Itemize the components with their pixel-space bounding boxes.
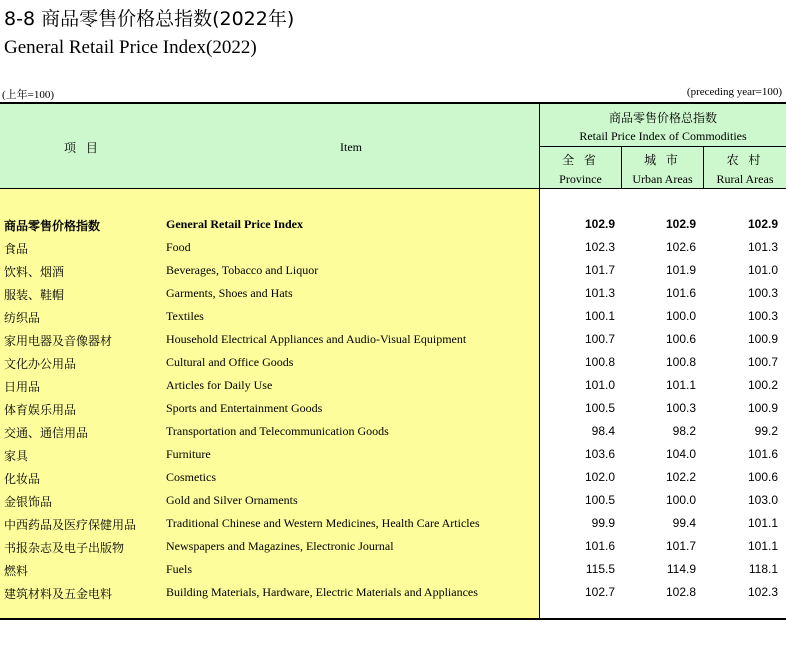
value-urban: 102.9 — [665, 217, 696, 231]
page-title-en: General Retail Price Index(2022) — [4, 37, 257, 58]
value-urban: 100.0 — [665, 493, 696, 507]
table-row — [0, 535, 786, 558]
value-rural: 100.3 — [747, 286, 778, 300]
row-label-cn: 金银饰品 — [4, 495, 53, 509]
value-province: 100.7 — [584, 332, 615, 346]
table-row — [0, 282, 786, 305]
row-label-cn: 书报杂志及电子出版物 — [4, 541, 125, 555]
value-province: 100.8 — [584, 355, 615, 369]
value-rural: 102.9 — [747, 217, 778, 231]
value-province: 100.5 — [584, 401, 615, 415]
row-label-en: Gold and Silver Ornaments — [166, 493, 298, 507]
page-title-cn: 8-8 商品零售价格总指数(2022年) — [4, 8, 295, 30]
value-urban: 101.1 — [665, 378, 696, 392]
row-label-cn: 文化办公用品 — [4, 357, 77, 371]
table-top-rule — [0, 102, 786, 104]
value-province: 102.0 — [584, 470, 615, 484]
row-label-en: Garments, Shoes and Hats — [166, 286, 293, 300]
row-label-cn: 饮料、烟酒 — [4, 265, 65, 279]
row-label-en: Furniture — [166, 447, 211, 461]
value-province: 103.6 — [584, 447, 615, 461]
value-rural: 102.3 — [747, 585, 778, 599]
value-rural: 101.0 — [747, 263, 778, 277]
row-label-cn: 中西药品及医疗保健用品 — [4, 518, 137, 532]
row-label-cn: 服装、鞋帽 — [4, 288, 65, 302]
row-label-en: Cultural and Office Goods — [166, 355, 294, 369]
row-label-en: Beverages, Tobacco and Liquor — [166, 263, 319, 277]
table-row — [0, 236, 786, 259]
header-col-province-cn: 全 省 — [562, 153, 599, 167]
table-row — [0, 305, 786, 328]
row-label-en: Building Materials, Hardware, Electric Materials and Appliances — [166, 585, 478, 599]
value-province: 102.9 — [584, 217, 615, 231]
row-label-cn: 交通、通信用品 — [4, 426, 89, 440]
header-item-en: Item — [340, 140, 362, 154]
value-province: 115.5 — [585, 562, 615, 576]
value-urban: 100.6 — [665, 332, 696, 346]
value-rural: 99.2 — [754, 424, 778, 438]
value-province: 98.4 — [591, 424, 615, 438]
header-group-en: Retail Price Index of Commodities — [579, 129, 747, 143]
unit-note-en: (preceding year=100) — [686, 86, 782, 98]
row-label-en: Cosmetics — [166, 470, 216, 484]
value-rural: 103.0 — [747, 493, 778, 507]
table-row — [0, 512, 786, 535]
header-col-urban-en: Urban Areas — [632, 172, 693, 186]
value-rural: 101.6 — [747, 447, 778, 461]
value-province: 101.6 — [584, 539, 615, 553]
row-label-cn: 纺织品 — [4, 311, 41, 325]
header-group-cn: 商品零售价格总指数 — [608, 111, 717, 125]
row-label-en: Sports and Entertainment Goods — [166, 401, 323, 415]
header-item-cn: 项 目 — [64, 141, 101, 155]
value-urban: 102.2 — [665, 470, 696, 484]
row-label-cn: 化妆品 — [4, 472, 41, 486]
table-row-total — [0, 213, 786, 236]
value-province: 100.5 — [584, 493, 615, 507]
value-province: 102.3 — [584, 240, 615, 254]
row-label-cn: 建筑材料及五金电料 — [4, 587, 113, 601]
value-rural: 100.9 — [747, 401, 778, 415]
row-label-en: Textiles — [166, 309, 204, 323]
row-label-en: Transportation and Telecommunication Goods — [166, 424, 389, 438]
value-rural: 101.1 — [747, 539, 778, 553]
table-row — [0, 420, 786, 443]
row-label-en: Food — [166, 240, 191, 254]
value-urban: 102.8 — [665, 585, 696, 599]
value-rural: 100.2 — [747, 378, 778, 392]
header-col-urban-cn: 城 市 — [644, 153, 681, 167]
value-province: 101.0 — [584, 378, 615, 392]
value-rural: 101.3 — [747, 240, 778, 254]
table-row — [0, 489, 786, 512]
value-rural: 118.1 — [748, 562, 778, 576]
header-bottom-rule — [0, 188, 786, 189]
value-urban: 101.7 — [665, 539, 696, 553]
value-urban: 100.0 — [665, 309, 696, 323]
value-urban: 98.2 — [672, 424, 696, 438]
header-col-province-en: Province — [559, 172, 602, 186]
table-row — [0, 558, 786, 581]
table-row — [0, 374, 786, 397]
row-label-cn: 商品零售价格指数 — [4, 219, 101, 233]
row-label-cn: 体育娱乐用品 — [4, 403, 77, 417]
header-group-rule — [539, 146, 786, 147]
row-label-cn: 家具 — [4, 449, 29, 463]
value-urban: 102.6 — [665, 240, 696, 254]
value-province: 102.7 — [584, 585, 615, 599]
row-label-en: Articles for Daily Use — [166, 378, 273, 392]
row-label-en: Newspapers and Magazines, Electronic Journal — [166, 539, 394, 553]
value-rural: 100.9 — [747, 332, 778, 346]
row-label-en: Fuels — [166, 562, 193, 576]
value-province: 101.3 — [584, 286, 615, 300]
value-urban: 100.8 — [665, 355, 696, 369]
row-label-cn: 日用品 — [4, 380, 41, 394]
value-urban: 100.3 — [665, 401, 696, 415]
table-row — [0, 397, 786, 420]
row-label-en: General Retail Price Index — [166, 217, 303, 231]
value-province: 100.1 — [584, 309, 615, 323]
value-urban: 114.9 — [666, 562, 696, 576]
header-col-rural-cn: 农 村 — [726, 153, 764, 167]
unit-note-cn: (上年=100) — [2, 89, 55, 101]
row-label-cn: 食品 — [4, 242, 29, 256]
header-col-rural-en: Rural Areas — [716, 172, 774, 186]
value-province: 99.9 — [591, 516, 615, 530]
value-rural: 100.6 — [747, 470, 778, 484]
value-urban: 101.9 — [665, 263, 696, 277]
value-rural: 101.1 — [747, 516, 778, 530]
value-urban: 104.0 — [665, 447, 696, 461]
table-row — [0, 581, 786, 604]
row-label-en: Traditional Chinese and Western Medicines, Health Care Articles — [166, 516, 480, 530]
value-rural: 100.7 — [747, 355, 778, 369]
row-label-cn: 家用电器及音像器材 — [4, 334, 113, 348]
value-urban: 99.4 — [672, 516, 696, 530]
value-urban: 101.6 — [665, 286, 696, 300]
table-row — [0, 259, 786, 282]
row-label-cn: 燃料 — [4, 564, 29, 578]
table-row — [0, 466, 786, 489]
value-province: 101.7 — [584, 263, 615, 277]
table-row — [0, 328, 786, 351]
row-label-en: Household Electrical Appliances and Audio-Visual Equipment — [166, 332, 467, 346]
table-row — [0, 351, 786, 374]
table-bottom-rule — [0, 618, 786, 620]
value-rural: 100.3 — [747, 309, 778, 323]
table-row — [0, 443, 786, 466]
